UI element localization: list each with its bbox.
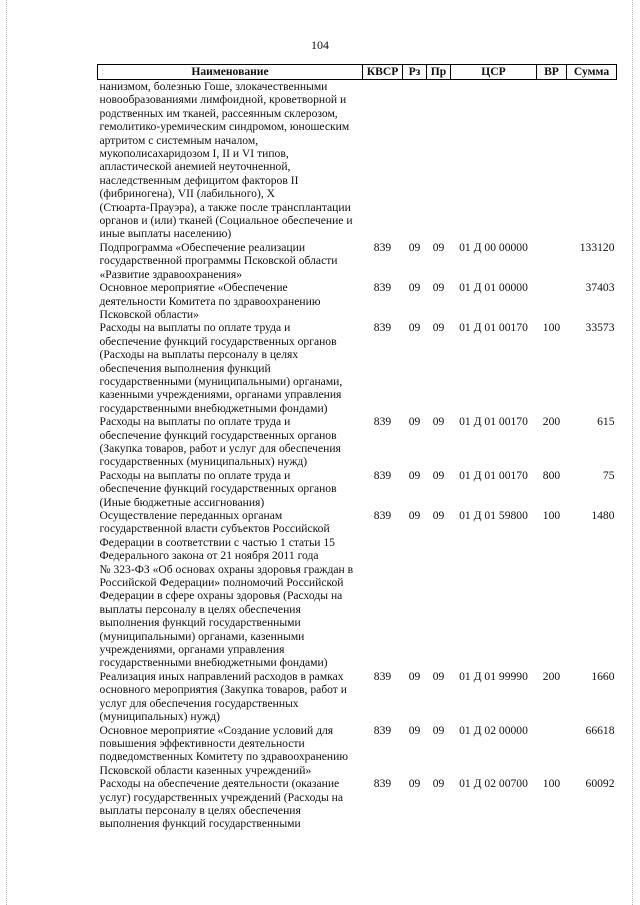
row-name-line: «Развитие здравоохранения»	[99, 267, 243, 281]
header-csr: ЦСР	[451, 65, 537, 80]
row-csr-cell	[451, 80, 537, 241]
left-binding-line	[6, 0, 7, 905]
row-name-line: Псковской области казенных учреждений»	[99, 763, 312, 777]
row-rz-cell: 09	[408, 669, 421, 683]
row-sum-cell: 133120	[579, 240, 615, 254]
row-sum-cell: 33573	[585, 321, 615, 335]
row-kvsr-cell: 839	[373, 321, 392, 335]
row-name-line: государственными внебюджетными фондами)	[99, 656, 328, 670]
row-name-line: (Стюарта-Прауэра), а также после трансплантации	[99, 200, 351, 214]
budget-table	[97, 64, 617, 831]
row-name-line: Расходы на выплаты по оплате труда и	[99, 415, 291, 429]
row-name-line: Федерального закона от 21 ноября 2011 года	[99, 549, 319, 563]
row-rz-cell: 09	[408, 415, 421, 429]
table-row	[98, 509, 617, 670]
row-vr-cell: 200	[542, 669, 561, 683]
row-sum-cell: 60092	[585, 777, 615, 791]
table-row	[98, 724, 617, 778]
row-csr-cell: 01 Д 01 00000	[459, 281, 528, 295]
right-binding-line	[632, 0, 633, 905]
row-name-line: № 323-ФЗ «Об основах охраны здоровья граждан в	[99, 562, 354, 576]
header-kvsr: КВСР	[363, 65, 403, 80]
header-vr: ВР	[537, 65, 567, 80]
row-name-line: казенными учреждениями, органами управления	[99, 388, 342, 402]
header-pr: Пр	[427, 65, 451, 80]
row-name-line: Основное мероприятие «Создание условий для	[99, 723, 334, 737]
row-vr-cell	[537, 281, 567, 321]
row-rz-cell: 09	[408, 281, 421, 295]
row-name-cell	[98, 777, 363, 831]
row-kvsr-cell: 839	[373, 509, 392, 522]
row-name-line: выплаты персоналу в целях обеспечения	[99, 602, 301, 616]
row-csr-cell: 01 Д 01 00170	[459, 415, 528, 429]
row-csr-cell: 01 Д 01 99990	[459, 669, 528, 683]
row-name-line: Осуществление переданных органам	[99, 509, 283, 522]
row-name-line: обеспечение функций государственных органов	[99, 482, 337, 496]
row-name-line: услуг) государственных учреждений (Расходы на	[99, 790, 343, 804]
row-kvsr-cell: 839	[373, 723, 392, 737]
table-row	[98, 321, 617, 415]
row-rz-cell: 09	[408, 723, 421, 737]
row-sum-cell: 37403	[585, 281, 615, 295]
row-name-line: нанизмом, болезнью Гоше, злокачественными	[99, 80, 328, 93]
header-rz: Рз	[403, 65, 427, 80]
table-row	[98, 281, 617, 321]
row-kvsr-cell: 839	[373, 281, 392, 295]
row-kvsr-cell: 839	[373, 415, 392, 429]
row-vr-cell	[537, 241, 567, 281]
row-name-cell	[98, 281, 363, 321]
row-name-line: (муниципальными) органами, казенными	[99, 629, 305, 643]
row-name-line: Реализация иных направлений расходов в рамках	[99, 669, 344, 683]
table-row	[98, 80, 617, 241]
row-name-line: органов и (или) тканей (Социальное обеспечение и	[99, 214, 353, 228]
row-pr-cell: 09	[432, 240, 445, 254]
row-vr-cell: 100	[542, 321, 561, 335]
row-vr-cell	[537, 724, 567, 778]
row-name-line: подведомственных Комитету по здравоохранению	[99, 750, 349, 764]
row-name-line: выполнения функций государственными	[99, 616, 301, 630]
row-rz-cell: 09	[408, 468, 421, 482]
row-name-line: Расходы на выплаты по оплате труда и	[99, 321, 291, 335]
row-kvsr-cell	[363, 80, 403, 241]
row-pr-cell: 09	[432, 509, 445, 522]
row-name-line: услуг для обеспечения государственных	[99, 696, 299, 710]
row-rz-cell: 09	[408, 321, 421, 335]
row-name-line: (Иные бюджетные ассигнования)	[99, 495, 265, 509]
row-name-line: Подпрограмма «Обеспечение реализации	[99, 240, 306, 254]
row-name-line: Основное мероприятие «Обеспечение	[99, 281, 288, 295]
row-name-line: Расходы на выплаты по оплате труда и	[99, 468, 291, 482]
row-kvsr-cell: 839	[373, 777, 392, 791]
row-name-line: государственных (муниципальных) нужд)	[99, 455, 308, 469]
row-name-line: наследственным дефицитом факторов II	[99, 173, 299, 187]
row-name-line: выплаты персоналу в целях обеспечения	[99, 803, 301, 817]
row-name-line: (фибриногена), VII (лабильного), X	[99, 187, 275, 201]
row-pr-cell: 09	[432, 777, 445, 791]
row-kvsr-cell: 839	[373, 240, 392, 254]
row-sum-cell: 1480	[591, 509, 615, 522]
row-sum-cell	[567, 80, 617, 241]
table-header-row	[98, 65, 617, 80]
row-name-line: (муниципальных) нужд)	[99, 710, 221, 724]
row-name-line: (Закупка товаров, работ и услуг для обеспечения	[99, 441, 341, 455]
row-name-line: артритом с системным началом,	[99, 133, 259, 147]
table-row	[98, 670, 617, 724]
row-pr-cell: 09	[432, 468, 445, 482]
table-row	[98, 241, 617, 281]
row-name-line: Псковской области»	[99, 307, 199, 321]
row-name-cell	[98, 241, 363, 281]
table-row	[98, 415, 617, 469]
table-body	[98, 80, 617, 831]
row-name-line: гемолитико-уремическим синдромом, юношеским	[99, 120, 350, 134]
row-sum-cell: 66618	[585, 723, 615, 737]
page-number: 104	[311, 38, 329, 52]
row-name-line: деятельности Комитета по здравоохранению	[99, 294, 321, 308]
row-sum-cell: 75	[602, 468, 615, 482]
row-name-line: новообразованиями лимфоидной, кроветворной и	[99, 93, 347, 107]
row-vr-cell: 100	[542, 777, 561, 791]
row-name-line: государственной программы Псковской области	[99, 254, 338, 268]
row-rz-cell	[403, 80, 427, 241]
row-name-line: государственными (муниципальными) органами,	[99, 374, 343, 388]
row-pr-cell: 09	[432, 415, 445, 429]
row-csr-cell: 01 Д 01 59800	[459, 509, 528, 522]
row-vr-cell	[537, 80, 567, 241]
row-name-line: обеспечение функций государственных органов	[99, 334, 337, 348]
row-name-line: Расходы на обеспечение деятельности (оказание	[99, 777, 340, 791]
row-name-line: государственными внебюджетными фондами)	[99, 401, 328, 415]
header-sum: Сумма	[567, 65, 617, 80]
row-name-line: государственной власти субъектов Российской	[99, 522, 330, 536]
row-name-line: обеспечения выполнения функций	[99, 361, 271, 375]
row-csr-cell: 01 Д 01 00170	[459, 468, 528, 482]
row-name-line: выполнения функций государственными	[99, 817, 301, 831]
row-vr-cell: 100	[542, 509, 561, 522]
row-name-line: Федерации в сфере охраны здоровья (Расходы на	[99, 589, 343, 603]
row-name-cell	[98, 509, 363, 670]
row-pr-cell	[427, 80, 451, 241]
row-name-cell	[98, 724, 363, 778]
row-name-cell	[98, 415, 363, 469]
row-sum-cell: 615	[597, 415, 615, 429]
row-csr-cell: 01 Д 01 00170	[459, 321, 528, 335]
row-kvsr-cell: 839	[373, 669, 392, 683]
row-pr-cell: 09	[432, 321, 445, 335]
row-rz-cell: 09	[408, 777, 421, 791]
row-name-line: повышения эффективности деятельности	[99, 736, 305, 750]
row-pr-cell: 09	[432, 723, 445, 737]
row-name-line: апластической анемией неуточненной,	[99, 160, 291, 174]
header-name: Наименование	[98, 65, 363, 80]
row-name-line: Федерации в соответствии с частью 1 статьи 15	[99, 535, 335, 549]
row-name-line: родственных им тканей, рассеянным склерозом,	[99, 106, 338, 120]
row-name-cell	[98, 80, 363, 241]
row-csr-cell: 01 Д 00 00000	[459, 240, 528, 254]
row-name-line: иные выплаты населению)	[99, 227, 232, 241]
row-name-line: обеспечение функций государственных органов	[99, 428, 337, 442]
row-sum-cell: 1660	[591, 669, 615, 683]
row-pr-cell: 09	[432, 669, 445, 683]
row-name-line: Российской Федерации» полномочий Российской	[99, 576, 344, 590]
row-name-line: учреждениями, органами управления	[99, 643, 285, 657]
row-name-line: основного мероприятия (Закупка товаров, работ и	[99, 683, 347, 697]
row-csr-cell: 01 Д 02 00000	[459, 723, 528, 737]
table-row	[98, 469, 617, 509]
row-rz-cell: 09	[408, 240, 421, 254]
row-name-line: (Расходы на выплаты персоналу в целях	[99, 348, 299, 362]
row-name-cell	[98, 469, 363, 509]
row-rz-cell: 09	[408, 509, 421, 522]
row-name-cell	[98, 670, 363, 724]
row-csr-cell: 01 Д 02 00700	[459, 777, 528, 791]
row-name-cell	[98, 321, 363, 415]
row-vr-cell: 800	[542, 468, 561, 482]
row-vr-cell: 200	[542, 415, 561, 429]
row-pr-cell: 09	[432, 281, 445, 295]
row-name-line: мукополисахаридозом I, II и VI типов,	[99, 147, 289, 161]
row-kvsr-cell: 839	[373, 468, 392, 482]
table-row	[98, 777, 617, 831]
